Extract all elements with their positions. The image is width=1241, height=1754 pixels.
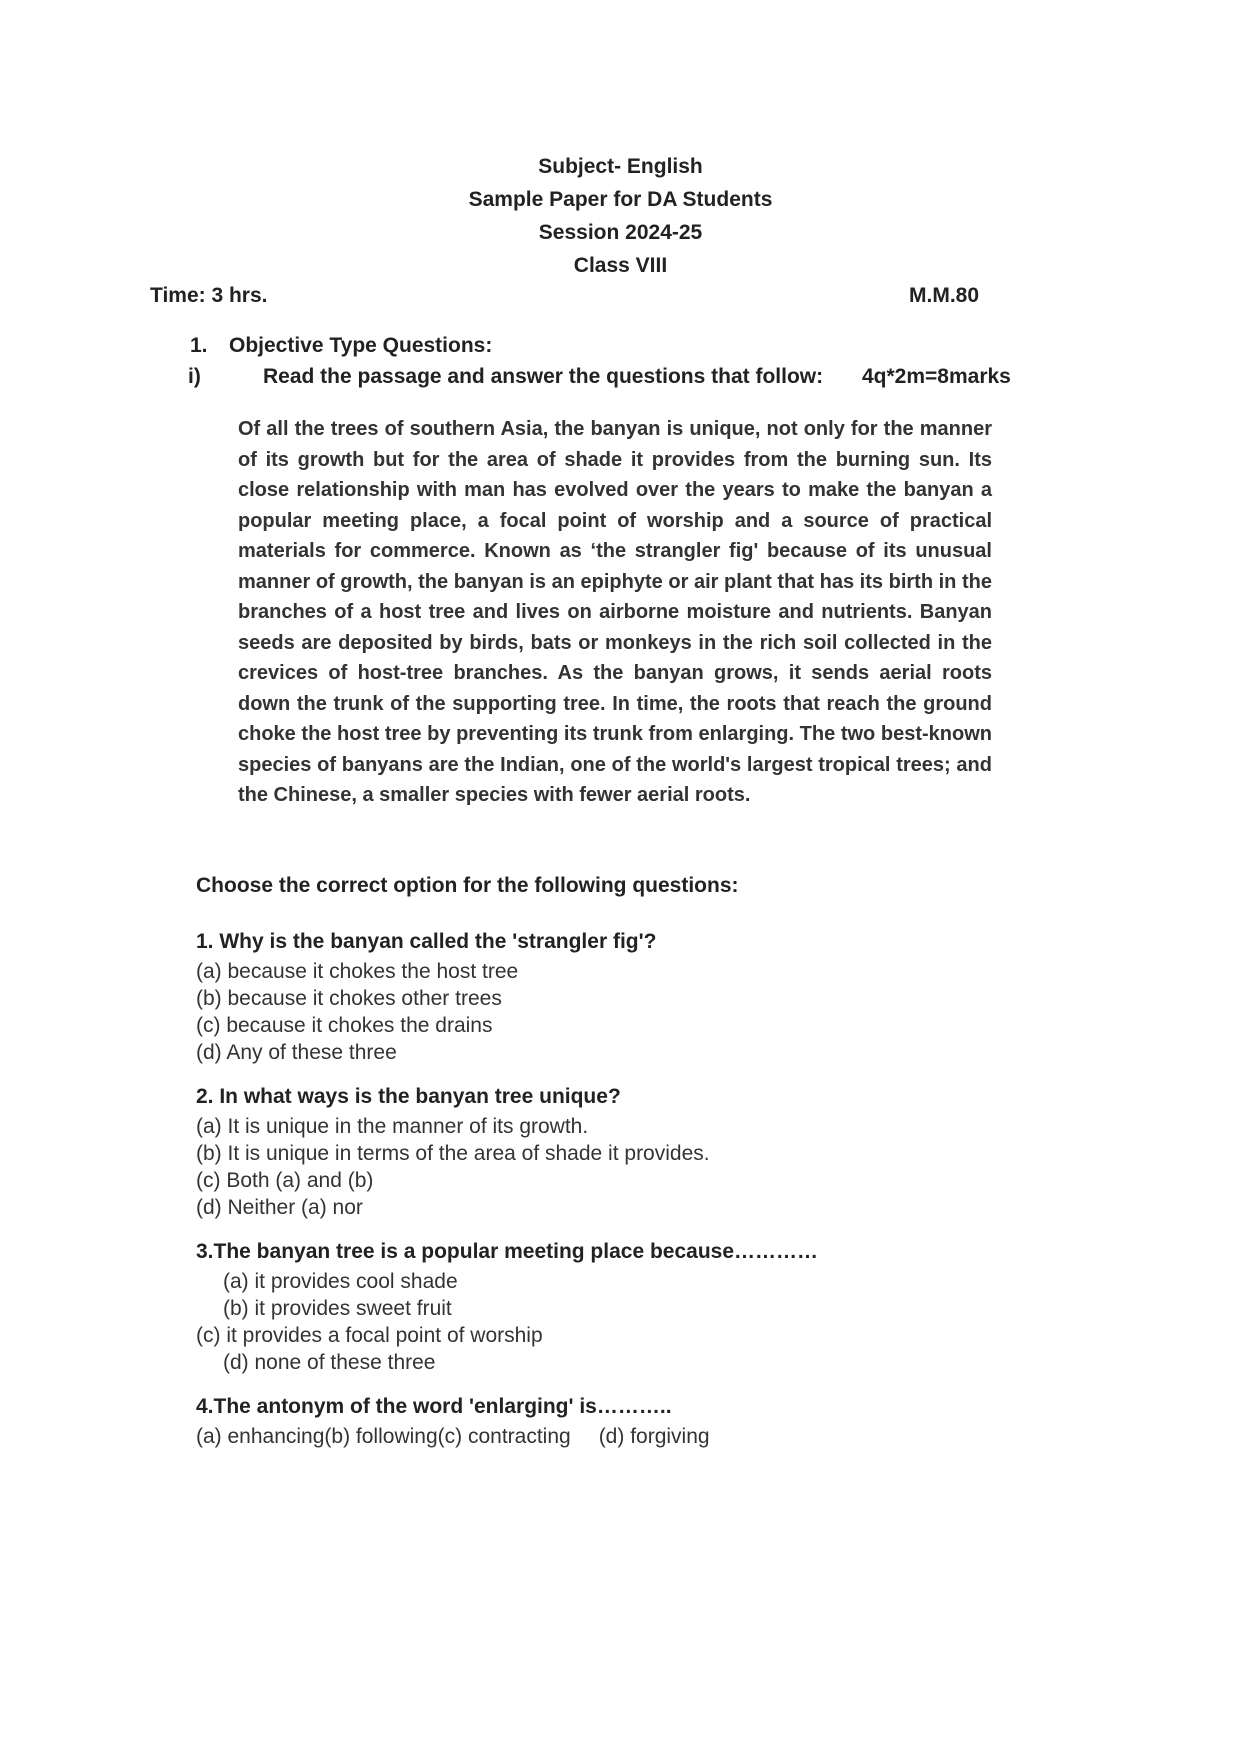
options-row (196, 1423, 710, 1450)
option-a: (a) It is unique in the manner of its growth. (196, 1115, 589, 1138)
passage-instruction: Read the passage and answer the questions that follow: (263, 365, 824, 388)
question-2 (196, 1081, 710, 1221)
option-b: (b) It is unique in terms of the area of shade it provides. (196, 1142, 710, 1165)
question-stem: 2. In what ways is the banyan tree unique? (196, 1085, 621, 1108)
subject-line: Subject- English (538, 155, 703, 178)
option-c: (c) Both (a) and (b) (196, 1169, 374, 1192)
reading-passage: Of all the trees of southern Asia, the banyan is unique, not only for the manner of its growth but for the area of shade it provides from the burning sun. Its close relationship with man has evolved over the years to make the banyan a popular meeting place, a focal point of worship and a source of practical materials for commerce. Known as ‘the strangler fig' because of its unusual manner of growth, the banyan is an epiphyte or air plant that has its birth in the branches of a host tree and lives on airborne moisture and nutrients. Banyan seeds are deposited by birds, bats or monkeys in the rich soil collected in the crevices of host-tree branches. As the banyan grows, it sends aerial roots down the trunk of the supporting tree. In time, the roots that reach the ground choke the host tree by preventing its trunk from enlarging. The two best-known species of banyans are the Indian, one of the world's largest tropical trees; and the Chinese, a smaller species with fewer aerial roots. (238, 418, 992, 806)
class-line: Class VIII (573, 254, 668, 277)
max-marks: M.M.80 (909, 284, 980, 307)
marks-scheme: 4q*2m=8marks (862, 365, 1011, 388)
choose-instruction: Choose the correct option for the following questions: (196, 874, 739, 897)
option-a: (a) because it chokes the host tree (196, 960, 519, 983)
option-c: (c) contracting (437, 1425, 571, 1448)
option-c: (c) it provides a focal point of worship (196, 1324, 543, 1347)
session-line: Session 2024-25 (538, 221, 703, 244)
option-d: (d) Neither (a) nor (196, 1196, 363, 1219)
option-d: (d) forgiving (598, 1425, 710, 1448)
question-4 (196, 1391, 710, 1450)
paper-header (0, 150, 1241, 282)
question-stem: 1. Why is the banyan called the 'strangler fig'? (196, 930, 657, 953)
question-1 (196, 926, 656, 1066)
option-a: (a) it provides cool shade (223, 1270, 458, 1293)
option-a: (a) enhancing (196, 1425, 325, 1448)
option-b: (b) following (324, 1425, 438, 1448)
option-d: (d) none of these three (223, 1351, 436, 1374)
question-stem: 3.The banyan tree is a popular meeting place because………… (196, 1240, 819, 1263)
option-b: (b) it provides sweet fruit (223, 1297, 452, 1320)
time-allowed: Time: 3 hrs. (150, 284, 268, 307)
option-c: (c) because it chokes the drains (196, 1014, 493, 1037)
section-number: 1. (190, 334, 208, 357)
option-b: (b) because it chokes other trees (196, 987, 502, 1010)
subsection-number: i) (188, 365, 201, 388)
option-d: (d) Any of these three (196, 1041, 397, 1064)
section-title: Objective Type Questions: (229, 334, 493, 357)
question-stem: 4.The antonym of the word 'enlarging' is……….. (196, 1395, 672, 1418)
paper-title: Sample Paper for DA Students (468, 188, 773, 211)
question-3 (196, 1236, 818, 1376)
